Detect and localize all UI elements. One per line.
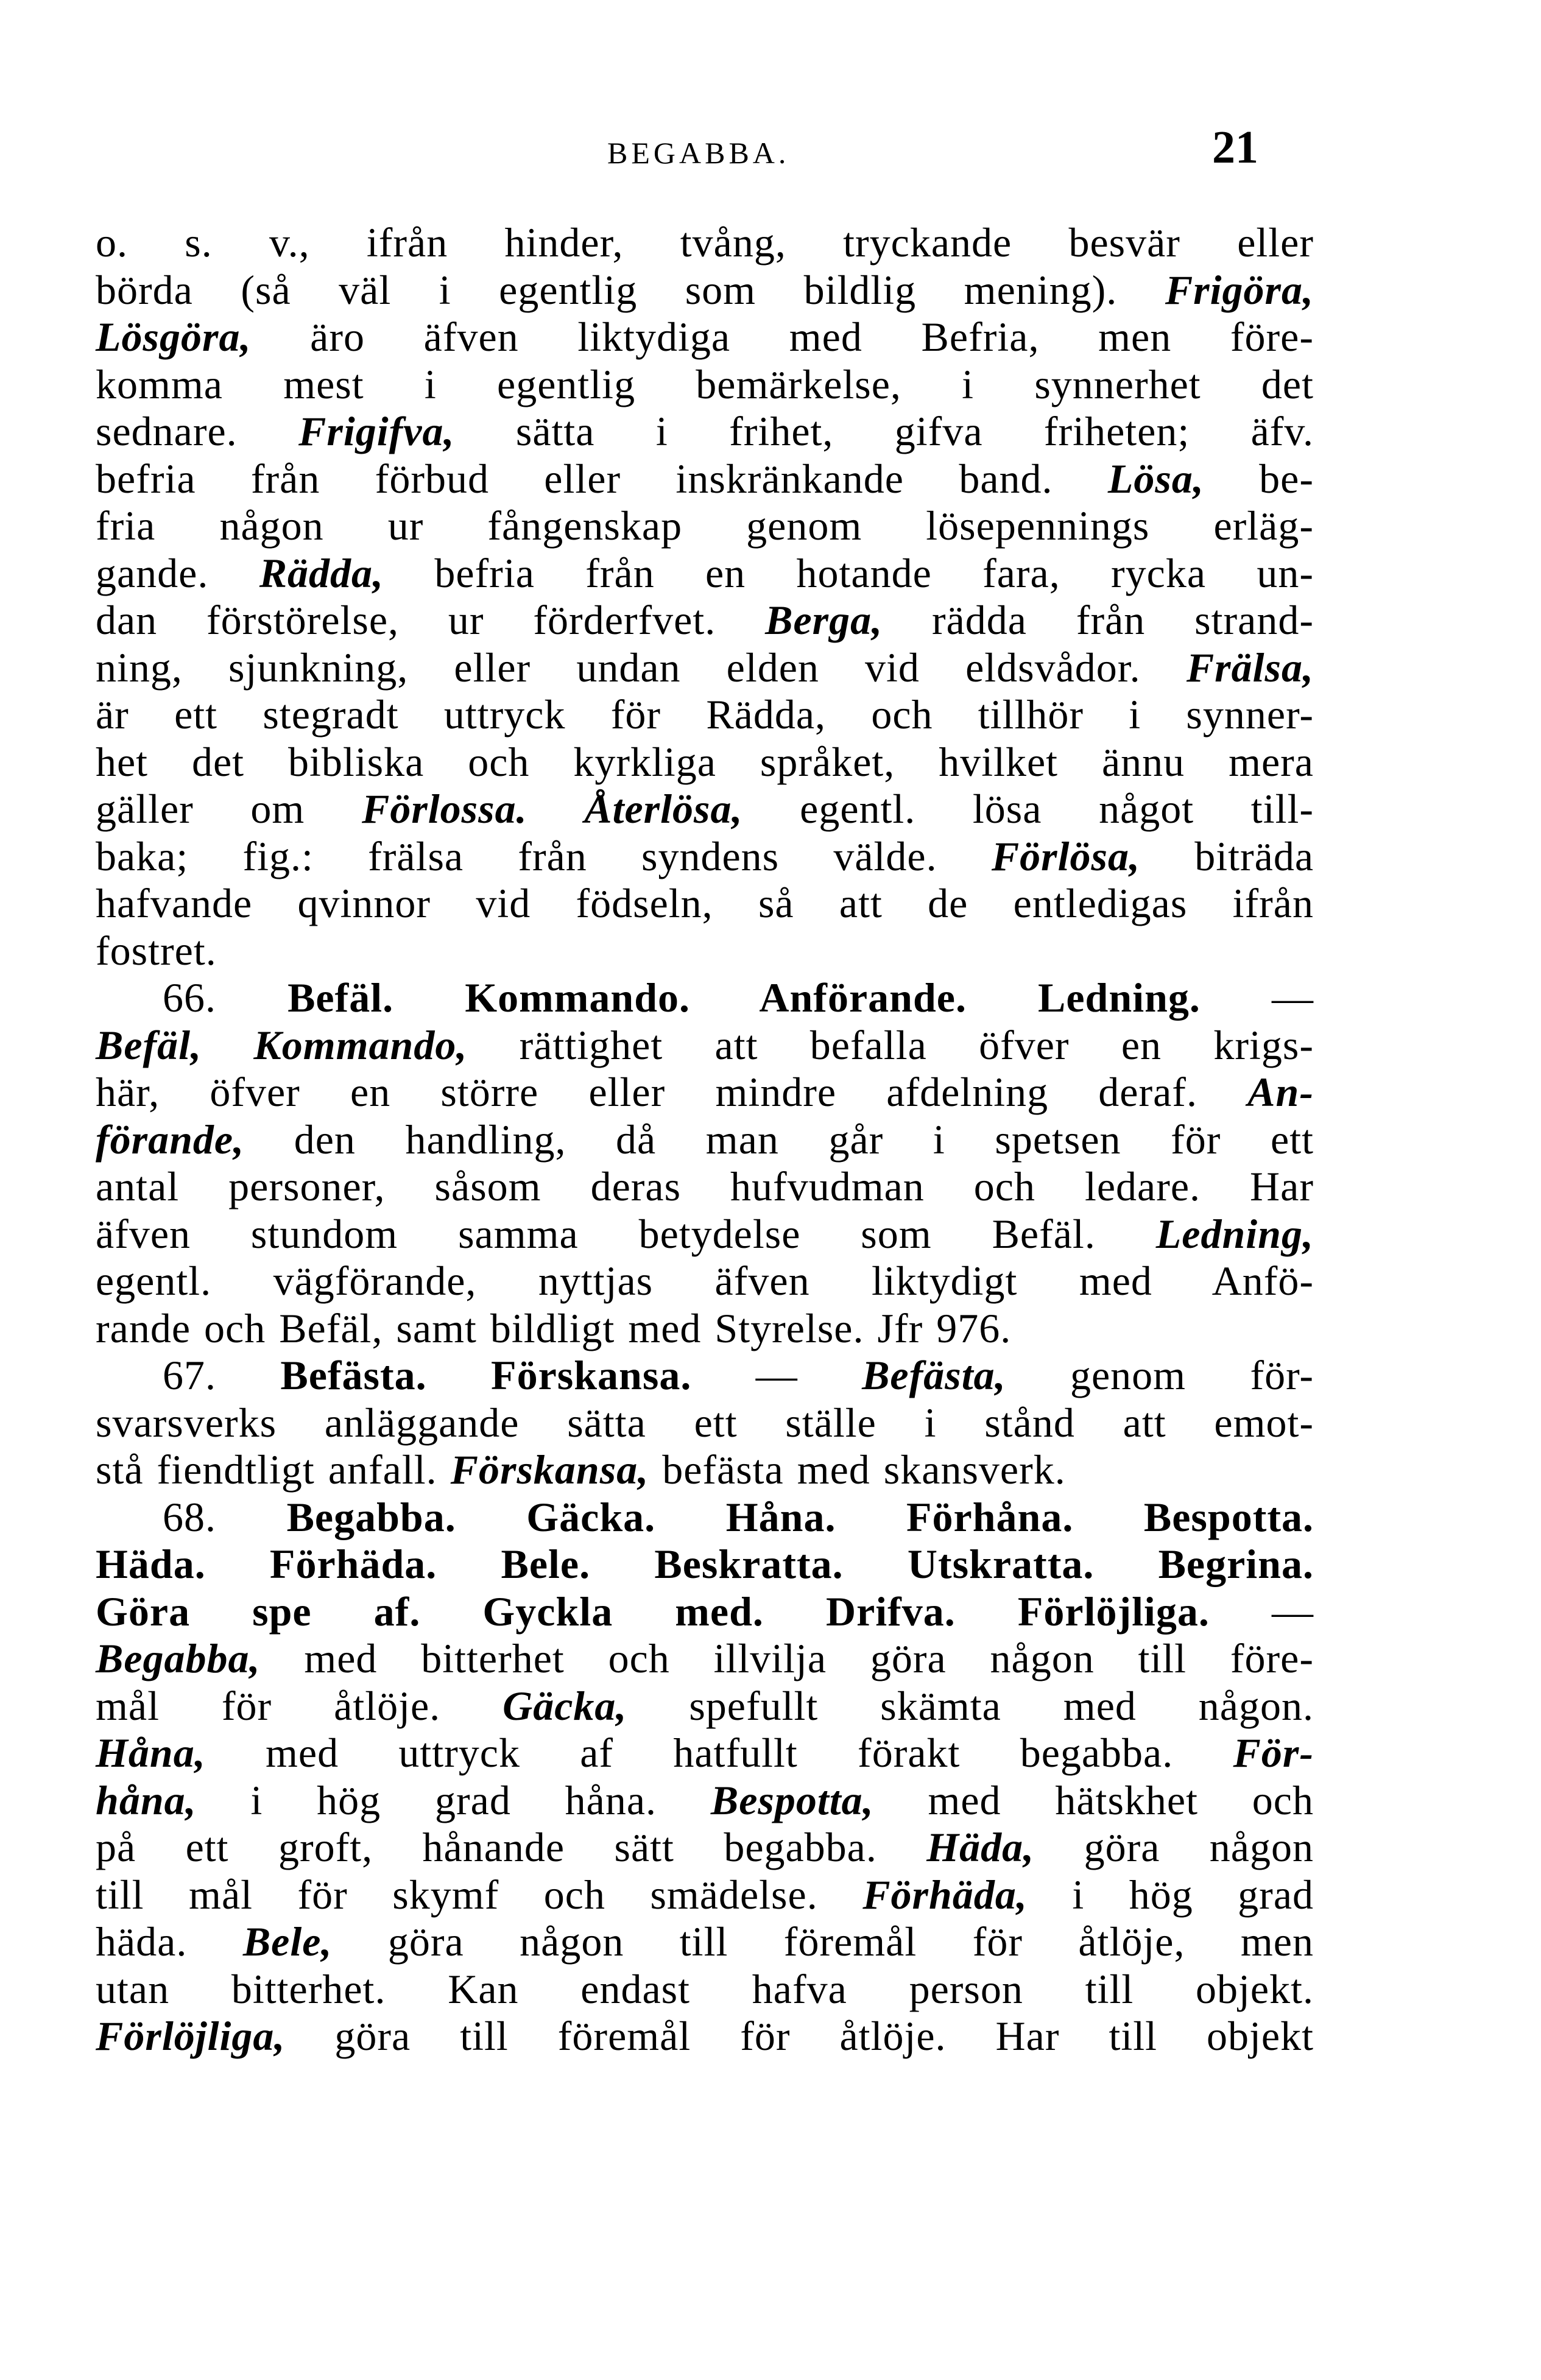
text-run: här, öfver en större eller mindre afdelning deraf. bbox=[96, 1069, 1248, 1115]
text-line bbox=[96, 314, 1314, 361]
text-run: rädda från strand- bbox=[883, 597, 1314, 643]
italic-term: förande, bbox=[96, 1116, 245, 1163]
bold-heading: Häda. Förhäda. Bele. Beskratta. Utskratta. Begrina. bbox=[96, 1541, 1314, 1587]
text-run: egentl. vägförande, nyttjas äfven liktydigt med Anfö- bbox=[96, 1258, 1314, 1304]
text-line bbox=[96, 1824, 1314, 1871]
italic-term: Bespotta, bbox=[710, 1776, 874, 1823]
text-line bbox=[96, 1635, 1314, 1683]
text-line bbox=[96, 1871, 1314, 1919]
italic-term: Ledning, bbox=[1155, 1210, 1314, 1257]
text-line bbox=[96, 597, 1314, 644]
text-run: egentl. lösa något till- bbox=[742, 786, 1314, 832]
text-line bbox=[96, 880, 1314, 928]
text-line bbox=[96, 1022, 1314, 1069]
text-run: — bbox=[1200, 974, 1314, 1021]
text-run: antal personer, såsom deras hufvudman och ledare. Har bbox=[96, 1163, 1314, 1209]
text-run: börda (så väl i egentlig som bildlig mening). bbox=[96, 266, 1165, 313]
text-line bbox=[96, 1116, 1314, 1164]
text-line bbox=[96, 219, 1314, 267]
text-run: med bitterhet och illvilja göra någon till före- bbox=[260, 1635, 1314, 1681]
text-line bbox=[96, 691, 1314, 739]
text-line bbox=[96, 550, 1314, 597]
text-run: göra någon till föremål för åtlöje, men bbox=[332, 1918, 1314, 1965]
italic-term: Lösa, bbox=[1107, 455, 1204, 502]
bold-heading: Befäl. Kommando. Anförande. Ledning. bbox=[287, 974, 1201, 1021]
italic-term: An- bbox=[1247, 1069, 1314, 1115]
italic-term: håna, bbox=[96, 1776, 197, 1823]
text-run: gande. bbox=[96, 549, 259, 596]
text-run: stå fiendtligt anfall. bbox=[96, 1446, 451, 1493]
italic-term: Förlösa, bbox=[991, 833, 1140, 879]
text-run: äfven stundom samma betydelse som Befäl. bbox=[96, 1210, 1156, 1257]
text-line bbox=[96, 1494, 1314, 1541]
text-run: biträda bbox=[1140, 833, 1314, 879]
italic-term: Förhäda, bbox=[862, 1871, 1028, 1918]
text-line bbox=[96, 1352, 1314, 1399]
text-run: gäller om bbox=[96, 786, 362, 832]
text-line bbox=[96, 739, 1314, 786]
text-line bbox=[96, 833, 1314, 881]
text-run: 67. bbox=[163, 1352, 281, 1398]
text-run: — bbox=[691, 1352, 862, 1398]
text-run: till mål för skymf och smädelse. bbox=[96, 1871, 863, 1918]
italic-term: Gäcka, bbox=[503, 1682, 627, 1729]
text-run: komma mest i egentlig bemärkelse, i synnerhet det bbox=[96, 361, 1314, 407]
italic-term: Bele, bbox=[242, 1918, 333, 1965]
text-run: i hög grad bbox=[1027, 1871, 1314, 1918]
text-line bbox=[96, 1777, 1314, 1825]
text-line bbox=[96, 361, 1314, 409]
text-run: i hög grad håna. bbox=[196, 1776, 711, 1823]
text-run: befria från förbud eller inskränkande band. bbox=[96, 455, 1108, 502]
text-line bbox=[96, 928, 1314, 975]
running-title: BEGABBA. bbox=[607, 136, 790, 170]
text-line bbox=[96, 502, 1314, 550]
text-line bbox=[96, 1730, 1314, 1777]
italic-term: Frigöra, bbox=[1165, 266, 1314, 313]
text-line bbox=[96, 1966, 1314, 2013]
text-run: 66. bbox=[163, 974, 288, 1021]
italic-term: Lösgöra, bbox=[96, 314, 252, 360]
italic-term: Håna, bbox=[96, 1730, 206, 1776]
text-run: o. s. v., ifrån hinder, tvång, tryckande besvär eller bbox=[96, 219, 1314, 266]
text-run: befästa med skansverk. bbox=[649, 1446, 1066, 1493]
text-run: rande och Befäl, samt bildligt med Styrelse. Jfr 976. bbox=[96, 1304, 1012, 1351]
text-run: het det bibliska och kyrkliga språket, hvilket ännu mera bbox=[96, 738, 1314, 785]
text-run: är ett stegradt uttryck för Rädda, och tillhör i synner- bbox=[96, 691, 1314, 738]
text-line bbox=[96, 1069, 1314, 1116]
running-head bbox=[0, 122, 1541, 173]
italic-term: Frigifva, bbox=[298, 408, 455, 454]
text-line bbox=[96, 1305, 1314, 1353]
italic-term: Återlösa, bbox=[584, 786, 743, 832]
text-run: äro äfven liktydiga med Befria, men före- bbox=[251, 314, 1314, 360]
text-line bbox=[96, 1683, 1314, 1730]
text-run: spefullt skämta med någon. bbox=[627, 1682, 1314, 1729]
text-line bbox=[96, 456, 1314, 503]
text-run: baka; fig.: frälsa från syndens välde. bbox=[96, 833, 992, 879]
text-run bbox=[527, 786, 585, 832]
italic-term: För- bbox=[1233, 1730, 1314, 1776]
text-run: sednare. bbox=[96, 408, 299, 454]
text-line bbox=[96, 1211, 1314, 1258]
italic-term: Rädda, bbox=[259, 549, 384, 596]
text-line bbox=[96, 1446, 1314, 1494]
text-run: 68. bbox=[163, 1493, 287, 1540]
text-line bbox=[96, 1541, 1314, 1588]
text-run: göra till föremål för åtlöje. Har till objekt bbox=[285, 2013, 1314, 2059]
italic-term: Befästa, bbox=[862, 1352, 1006, 1398]
text-run: med uttryck af hatfullt förakt begabba. bbox=[205, 1730, 1233, 1776]
text-run: genom för- bbox=[1006, 1352, 1314, 1398]
body-text bbox=[96, 219, 1314, 2060]
text-run: fria någon ur fångenskap genom lösepennings erläg- bbox=[96, 502, 1314, 549]
text-line bbox=[96, 267, 1314, 314]
text-line bbox=[96, 644, 1314, 692]
text-line bbox=[96, 2013, 1314, 2060]
text-run: göra någon bbox=[1034, 1824, 1314, 1870]
text-run: befria från en hotande fara, rycka un- bbox=[384, 549, 1314, 596]
bold-heading: Göra spe af. Gyckla med. Drifva. Förlöjliga. bbox=[96, 1588, 1210, 1635]
italic-term: Frälsa, bbox=[1186, 644, 1314, 691]
text-run: hafvande qvinnor vid födseln, så att de entledigas ifrån bbox=[96, 880, 1314, 926]
italic-term: Förlossa. bbox=[361, 786, 527, 832]
text-line bbox=[96, 786, 1314, 833]
text-line bbox=[96, 1918, 1314, 1966]
text-run: — bbox=[1209, 1588, 1314, 1635]
text-run: svarsverks anläggande sätta ett ställe i stånd att emot- bbox=[96, 1399, 1314, 1446]
page-number: 21 bbox=[1212, 122, 1258, 173]
text-run: be- bbox=[1204, 455, 1314, 502]
text-line bbox=[96, 1399, 1314, 1447]
text-line bbox=[96, 974, 1314, 1022]
text-run: rättighet att befalla öfver en krigs- bbox=[467, 1021, 1314, 1068]
text-run: på ett groft, hånande sätt begabba. bbox=[96, 1824, 927, 1870]
text-line bbox=[96, 1163, 1314, 1211]
text-run: med hätskhet och bbox=[873, 1776, 1314, 1823]
text-line bbox=[96, 408, 1314, 456]
text-run: sätta i frihet, gifva friheten; äfv. bbox=[454, 408, 1314, 454]
bold-heading: Befästa. Förskansa. bbox=[280, 1352, 692, 1398]
italic-term: Befäl, Kommando, bbox=[96, 1021, 468, 1068]
italic-term: Begabba, bbox=[96, 1635, 261, 1681]
italic-term: Förskansa, bbox=[450, 1446, 649, 1493]
text-line bbox=[96, 1258, 1314, 1305]
italic-term: Häda, bbox=[926, 1824, 1035, 1870]
text-run: ning, sjunkning, eller undan elden vid eldsvådor. bbox=[96, 644, 1187, 691]
text-run: mål för åtlöje. bbox=[96, 1682, 503, 1729]
text-run: dan förstörelse, ur förderfvet. bbox=[96, 597, 766, 643]
bold-heading: Begabba. Gäcka. Håna. Förhåna. Bespotta. bbox=[286, 1493, 1314, 1540]
italic-term: Förlöjliga, bbox=[96, 2013, 286, 2059]
text-line bbox=[96, 1588, 1314, 1636]
italic-term: Berga, bbox=[765, 597, 883, 643]
text-run: utan bitterhet. Kan endast hafva person till objekt. bbox=[96, 1965, 1314, 2012]
text-run: fostret. bbox=[96, 927, 217, 974]
text-run: häda. bbox=[96, 1918, 243, 1965]
text-run: den handling, då man går i spetsen för ett bbox=[244, 1116, 1314, 1163]
